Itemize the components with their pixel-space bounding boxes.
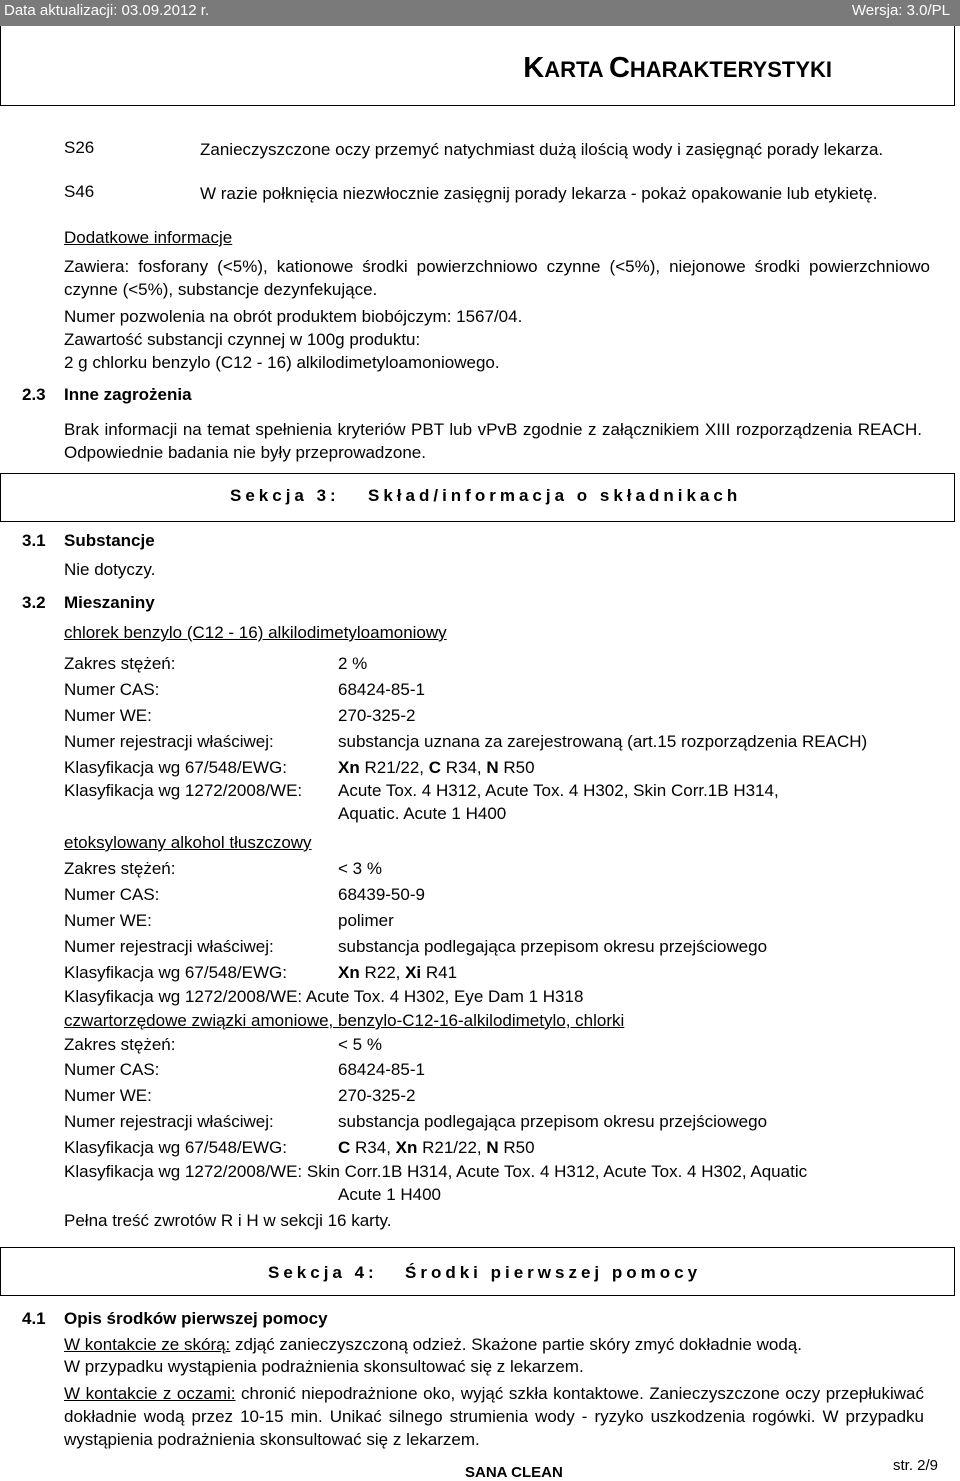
substance-2-cas: 68439-50-9	[338, 885, 425, 904]
contains-text: Zawiera: fosforany (<5%), kationowe środki powierzchniowo czynne (<5%), niejonowe środki powierzchniowo czynne (<5%), substancje dezynfekujące.	[64, 257, 930, 299]
section-3-2-number: 3.2	[22, 593, 46, 612]
cls67-label: Klasyfikacja wg 67/548/EWG:	[64, 758, 287, 777]
section-4-1-title: Opis środków pierwszej pomocy	[64, 1309, 328, 1328]
we-label: Numer WE:	[64, 911, 152, 930]
update-date: Data aktualizacji: 03.09.2012 r.	[4, 2, 210, 19]
substance-1-conc: 2 %	[338, 654, 368, 673]
s26-code: S26	[64, 138, 95, 157]
substance-1-reg: substancja uznana za zarejestrowaną (art.15 rozporządzenia REACH)	[338, 732, 868, 751]
substance-1-cls67: Xn R21/22, C R34, N R50	[338, 758, 535, 777]
skin-contact-text-2: W przypadku wystąpienia podrażnienia skonsultować się z lekarzem.	[64, 1357, 584, 1376]
s26-text: Zanieczyszczone oczy przemyć natychmiast dużą ilością wody i zasięgnąć porady lekarza.	[200, 140, 884, 159]
eye-contact-heading: W kontakcie z oczami:	[64, 1384, 236, 1403]
cas-label: Numer CAS:	[64, 885, 160, 904]
conc-label: Zakres stężeń:	[64, 654, 176, 673]
substance-3-we: 270-325-2	[338, 1086, 416, 1105]
eye-contact-text: W kontakcie z oczami: chronić niepodrażnione oko, wyjąć szkła kontaktowe. Zanieczyszczone oczy przepłukiwać dokładnie wodą przez 10-15 min. Unikać silnego strumienia wody - ryzyko uszkodzenia rogówki. W przypadku wystąpienia podrażnienia skonsultować się z lekarzem.	[64, 1384, 924, 1449]
substance-2-cls67: Xn R22, Xi R41	[338, 963, 458, 982]
substance-2-cls1272-row: Klasyfikacja wg 1272/2008/WE: Acute Tox. 4 H302, Eye Dam 1 H318	[64, 987, 584, 1006]
cas-label: Numer CAS:	[64, 1060, 160, 1079]
section-4-1-number: 4.1	[22, 1309, 46, 1328]
substance-3-conc: < 5 %	[338, 1035, 382, 1054]
cls67-label: Klasyfikacja wg 67/548/EWG:	[64, 1138, 287, 1157]
full-text-note: Pełna treść zwrotów R i H w sekcji 16 karty.	[64, 1211, 392, 1230]
substance-3-cls1272-cont: Acute 1 H400	[338, 1185, 442, 1204]
section-3-2-title: Mieszaniny	[64, 593, 155, 612]
substance-3-cls67: C R34, Xn R21/22, N R50	[338, 1138, 535, 1157]
document-title: KARTA CHARAKTERYSTYKI	[523, 52, 832, 84]
substance-1-cls1272-cont: Aquatic. Acute 1 H400	[338, 804, 507, 823]
active-content-label: Zawartość substancji czynnej w 100g produktu:	[64, 330, 421, 349]
substance-3-reg: substancja podlegająca przepisom okresu przejściowego	[338, 1112, 768, 1131]
substance-3-cls1272: Skin Corr.1B H314, Acute Tox. 4 H312, Acute Tox. 4 H302, Aquatic	[306, 1162, 808, 1181]
substance-2-we: polimer	[338, 911, 394, 930]
reg-label: Numer rejestracji właściwej:	[64, 732, 274, 751]
section-2-3-text: Brak informacji na temat spełnienia kryteriów PBT lub vPvB zgodnie z załącznikiem XIII rozporządzenia REACH. Odpowiednie badania nie były przeprowadzone.	[64, 420, 922, 462]
additional-info-heading: Dodatkowe informacje	[64, 228, 233, 247]
reg-label: Numer rejestracji właściwej:	[64, 1112, 274, 1131]
version: Wersja: 3.0/PL	[851, 2, 950, 19]
substance-2-cls1272: Acute Tox. 4 H302, Eye Dam 1 H318	[305, 987, 584, 1006]
active-content-value: 2 g chlorku benzylo (C12 - 16) alkilodimetyloamoniowego.	[64, 353, 500, 372]
substance-3-cls1272-row: Klasyfikacja wg 1272/2008/WE: Skin Corr.1B H314, Acute Tox. 4 H312, Acute Tox. 4 H302, Aquatic	[64, 1162, 808, 1181]
substance-1-cls1272: Acute Tox. 4 H312, Acute Tox. 4 H302, Skin Corr.1B H314,	[338, 781, 779, 800]
biocide-permit: Numer pozwolenia na obrót produktem biobójczym: 1567/04.	[64, 307, 523, 326]
section-3-label: Sekcja 3:	[230, 486, 340, 505]
substance-3-name: czwartorzędowe związki amoniowe, benzylo-C12-16-alkilodimetylo, chlorki	[64, 1011, 625, 1030]
section-4-label: Sekcja 4:	[268, 1263, 378, 1282]
conc-label: Zakres stężeń:	[64, 859, 176, 878]
s46-text: W razie połknięcia niezwłocznie zasięgnij porady lekarza - pokaż opakowanie lub etykietę.	[200, 184, 878, 203]
substance-1-we: 270-325-2	[338, 706, 416, 725]
section-4-name: Środki pierwszej pomocy	[405, 1263, 702, 1282]
cls1272-label: Klasyfikacja wg 1272/2008/WE:	[64, 781, 303, 800]
s46-code: S46	[64, 182, 95, 201]
substance-1-name: chlorek benzylo (C12 - 16) alkilodimetyloamoniowy	[64, 623, 447, 642]
substance-1-cas: 68424-85-1	[338, 680, 425, 699]
skin-contact-text: W kontakcie ze skórą: zdjąć zanieczyszczoną odzież. Skażone partie skóry zmyć dokładnie wodą.	[64, 1335, 802, 1354]
section-3-name: Skład/informacja o składnikach	[368, 486, 742, 505]
page-number: str. 2/9	[893, 1457, 939, 1474]
we-label: Numer WE:	[64, 1086, 152, 1105]
substance-3-cas: 68424-85-1	[338, 1060, 425, 1079]
reg-label: Numer rejestracji właściwej:	[64, 937, 274, 956]
header-bar	[0, 0, 960, 26]
skin-contact-heading: W kontakcie ze skórą:	[64, 1335, 231, 1354]
section-3-1-text: Nie dotyczy.	[64, 560, 156, 579]
cls67-label: Klasyfikacja wg 67/548/EWG:	[64, 963, 287, 982]
cas-label: Numer CAS:	[64, 680, 160, 699]
section-3-1-title: Substancje	[64, 531, 155, 550]
footer-product: SANA CLEAN	[465, 1464, 563, 1481]
section-2-3-number: 2.3	[22, 385, 46, 404]
section-2-3-title: Inne zagrożenia	[64, 385, 192, 404]
substance-2-conc: < 3 %	[338, 859, 382, 878]
substance-2-name: etoksylowany alkohol tłuszczowy	[64, 833, 312, 852]
conc-label: Zakres stężeń:	[64, 1035, 176, 1054]
section-3-1-number: 3.1	[22, 531, 46, 550]
substance-2-reg: substancja podlegająca przepisom okresu przejściowego	[338, 937, 768, 956]
we-label: Numer WE:	[64, 706, 152, 725]
